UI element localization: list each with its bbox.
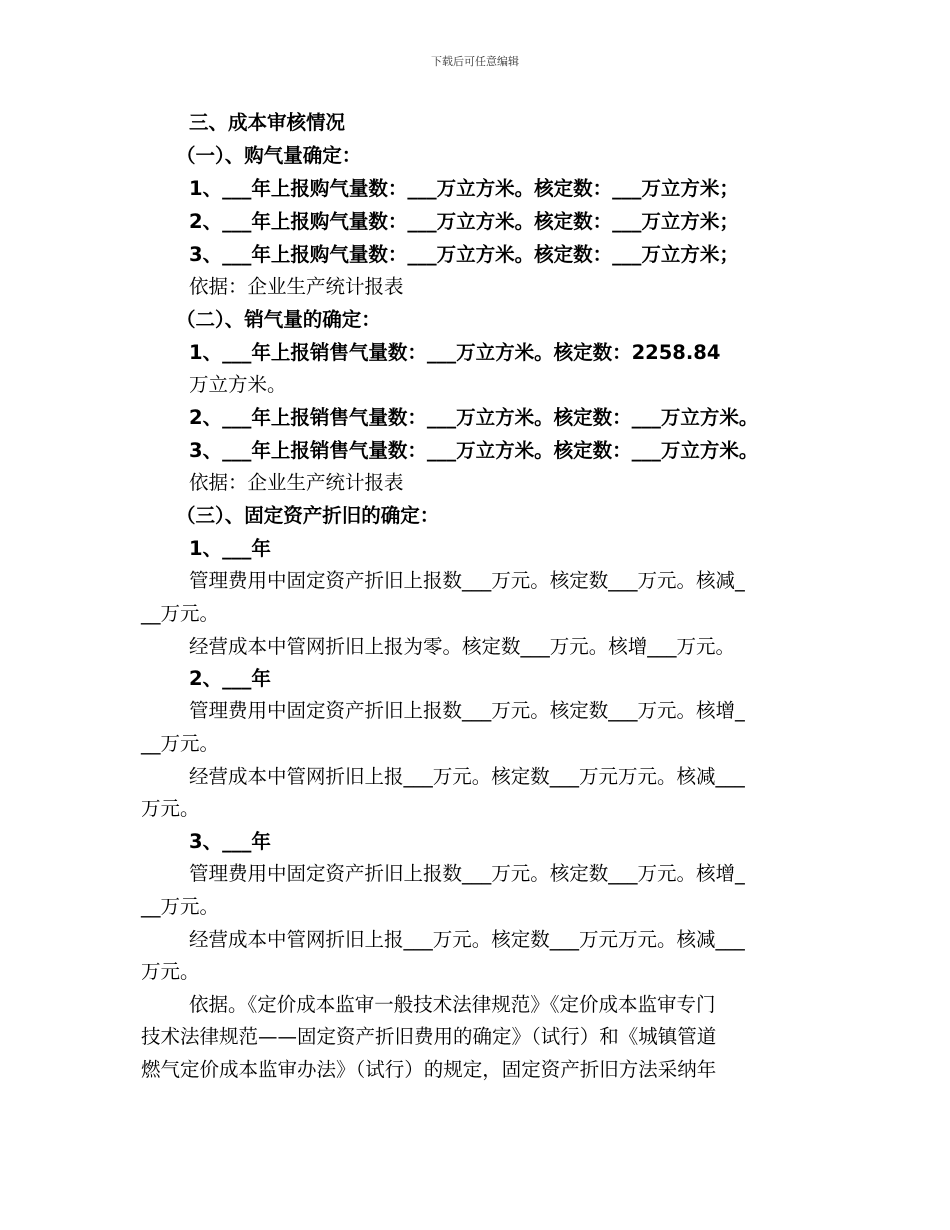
text-line: 三、成本审核情况: [189, 111, 346, 134]
text-line: __万元。: [141, 602, 220, 625]
text-line: 依据：企业生产统计报表: [189, 275, 404, 298]
text-line: 经营成本中管网折旧上报___万元。核定数___万元万元。核减___: [189, 928, 745, 951]
text-line: 万元。: [141, 797, 200, 820]
text-line: （二）、销气量的确定：: [176, 308, 381, 331]
text-line: 依据：企业生产统计报表: [189, 471, 404, 494]
text-line: __万元。: [141, 732, 220, 755]
text-line: 1、___年: [189, 537, 271, 560]
text-line: 技术法律规范——固定资产折旧费用的确定》（试行）和《城镇管道: [141, 1025, 717, 1048]
text-line: 燃气定价成本监审办法》（试行）的规定，固定资产折旧方法采纳年: [141, 1058, 717, 1081]
text-line: 万元。: [141, 960, 200, 983]
text-line: 管理费用中固定资产折旧上报数___万元。核定数___万元。核增_: [189, 699, 745, 722]
text-line: 3、___年: [189, 830, 271, 853]
page-header: 下载后可任意编辑: [431, 55, 519, 68]
text-line: 2、___年上报购气量数：___万立方米。核定数：___万立方米；: [189, 210, 739, 233]
text-line: 依据。《定价成本监审一般技术法律规范》《定价成本监审专门: [189, 993, 716, 1016]
text-line: 2、___年上报销售气量数：___万立方米。核定数：___万立方米。: [189, 406, 759, 429]
text-line: 管理费用中固定资产折旧上报数___万元。核定数___万元。核增_: [189, 862, 745, 885]
text-line: __万元。: [141, 895, 220, 918]
text-line: 2、___年: [189, 667, 271, 690]
text-line: 3、___年上报销售气量数：___万立方米。核定数：___万立方米。: [189, 439, 759, 462]
text-line: 3、___年上报购气量数：___万立方米。核定数：___万立方米；: [189, 243, 739, 266]
text-line: 管理费用中固定资产折旧上报数___万元。核定数___万元。核减_: [189, 569, 745, 592]
text-line: 经营成本中管网折旧上报___万元。核定数___万元万元。核减___: [189, 765, 745, 788]
text-line: （三）、固定资产折旧的确定：: [176, 504, 440, 527]
text-line: 经营成本中管网折旧上报为零。核定数___万元。核增___万元。: [189, 635, 736, 658]
text-line: （一）、购气量确定：: [176, 144, 362, 167]
text-line: 1、___年上报销售气量数：___万立方米。核定数：2258.84: [189, 341, 721, 364]
text-line: 1、___年上报购气量数：___万立方米。核定数：___万立方米；: [189, 177, 739, 200]
text-line: 万立方米。: [189, 373, 287, 396]
